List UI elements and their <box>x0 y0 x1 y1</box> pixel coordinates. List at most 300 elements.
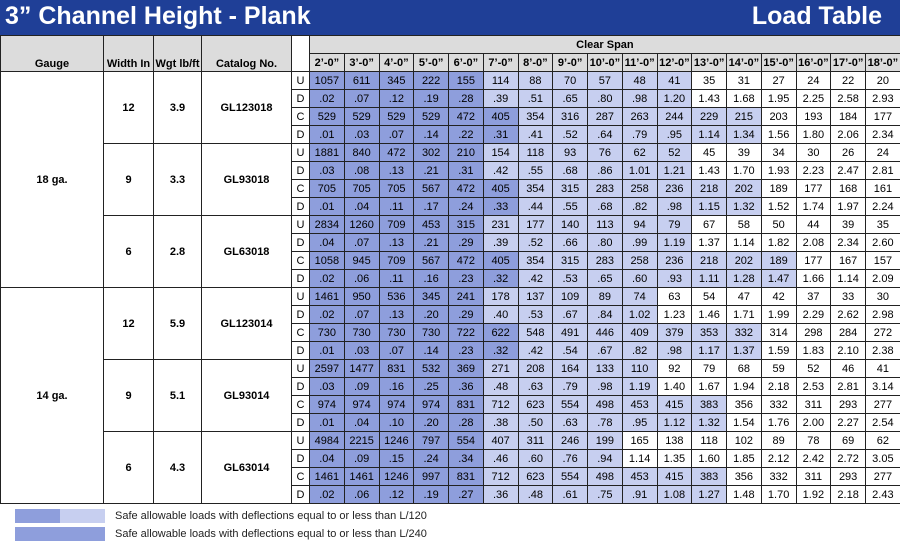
load-value-cell: 974 <box>379 396 414 414</box>
load-value-cell: .07 <box>344 306 379 324</box>
load-value-cell: 1.46 <box>692 306 727 324</box>
row-type-cell: C <box>292 396 310 414</box>
load-value-cell: 41 <box>866 360 900 378</box>
load-value-cell: 59 <box>761 360 796 378</box>
load-table <box>0 35 900 504</box>
load-value-cell: 114 <box>483 72 518 90</box>
load-value-cell: 2.81 <box>831 378 866 396</box>
load-value-cell: .63 <box>518 378 553 396</box>
load-value-cell: .03 <box>310 378 345 396</box>
load-value-cell: 316 <box>553 108 588 126</box>
catalog-cell: GL93014 <box>202 360 292 432</box>
load-value-cell: 2.54 <box>866 414 900 432</box>
load-value-cell: 730 <box>310 324 345 342</box>
load-value-cell: 567 <box>414 252 449 270</box>
weight-cell: 3.9 <box>154 72 202 144</box>
table-row <box>1 144 900 162</box>
load-value-cell: .36 <box>483 486 518 504</box>
load-value-cell: .06 <box>344 486 379 504</box>
load-value-cell: .13 <box>379 306 414 324</box>
row-type-cell: D <box>292 414 310 432</box>
span-header: 13’-0” <box>692 54 727 72</box>
load-value-cell: .86 <box>588 162 623 180</box>
load-value-cell: 2.47 <box>831 162 866 180</box>
load-value-cell: 314 <box>761 324 796 342</box>
load-value-cell: 831 <box>449 468 484 486</box>
load-value-cell: .84 <box>588 306 623 324</box>
load-value-cell: .55 <box>553 198 588 216</box>
load-value-cell: 184 <box>831 108 866 126</box>
load-value-cell: 332 <box>761 396 796 414</box>
load-value-cell: 177 <box>796 180 831 198</box>
catalog-cell: GL63018 <box>202 216 292 288</box>
row-type-cell: U <box>292 360 310 378</box>
load-value-cell: 730 <box>344 324 379 342</box>
load-value-cell: 2.43 <box>866 486 900 504</box>
load-value-cell: 1.47 <box>761 270 796 288</box>
weight-cell: 5.9 <box>154 288 202 360</box>
load-value-cell: 236 <box>657 180 692 198</box>
load-value-cell: 1.19 <box>657 234 692 252</box>
width-cell: 6 <box>104 216 154 288</box>
load-value-cell: 79 <box>692 360 727 378</box>
load-value-cell: 446 <box>588 324 623 342</box>
load-value-cell: 2834 <box>310 216 345 234</box>
load-value-cell: 44 <box>796 216 831 234</box>
load-value-cell: 1.66 <box>796 270 831 288</box>
row-type-cell: D <box>292 90 310 108</box>
load-value-cell: .66 <box>553 234 588 252</box>
load-value-cell: .36 <box>449 378 484 396</box>
load-value-cell: 35 <box>692 72 727 90</box>
load-value-cell: 277 <box>866 396 900 414</box>
gauge-cell: 14 ga. <box>1 288 104 504</box>
page-subtitle: Load Table <box>751 2 882 30</box>
load-value-cell: .31 <box>449 162 484 180</box>
load-value-cell: 1.60 <box>692 450 727 468</box>
load-value-cell: 1.94 <box>727 378 762 396</box>
legend-item-l240 <box>15 527 715 541</box>
width-cell: 12 <box>104 72 154 144</box>
load-value-cell: .21 <box>414 162 449 180</box>
load-value-cell: 1.37 <box>692 234 727 252</box>
load-value-cell: 70 <box>553 72 588 90</box>
row-type-cell: D <box>292 126 310 144</box>
load-value-cell: .07 <box>344 234 379 252</box>
load-value-cell: 1461 <box>344 468 379 486</box>
load-value-cell: .29 <box>449 306 484 324</box>
load-value-cell: 42 <box>761 288 796 306</box>
load-value-cell: .40 <box>483 306 518 324</box>
load-value-cell: 1.14 <box>831 270 866 288</box>
load-value-cell: 1.08 <box>657 486 692 504</box>
load-value-cell: .95 <box>622 414 657 432</box>
load-value-cell: 1.93 <box>761 162 796 180</box>
load-value-cell: 1.54 <box>727 414 762 432</box>
load-value-cell: 2.72 <box>831 450 866 468</box>
load-value-cell: 405 <box>483 108 518 126</box>
load-value-cell: .68 <box>553 162 588 180</box>
load-value-cell: 277 <box>866 468 900 486</box>
title-bar <box>0 0 900 35</box>
span-header: 4’-0” <box>379 54 414 72</box>
load-value-cell: 161 <box>866 180 900 198</box>
load-value-cell: 229 <box>692 108 727 126</box>
load-value-cell: .01 <box>310 342 345 360</box>
width-cell: 6 <box>104 432 154 504</box>
row-type-cell: D <box>292 198 310 216</box>
load-value-cell: 1.52 <box>761 198 796 216</box>
load-value-cell: 554 <box>553 396 588 414</box>
load-value-cell: 311 <box>796 396 831 414</box>
load-value-cell: .03 <box>310 162 345 180</box>
load-value-cell: .19 <box>414 90 449 108</box>
load-value-cell: 1.99 <box>761 306 796 324</box>
span-header: 2’-0” <box>310 54 345 72</box>
type-header <box>292 36 310 72</box>
load-value-cell: 189 <box>761 180 796 198</box>
clear-span-header: Clear Span <box>310 36 900 54</box>
load-value-cell: 1.11 <box>692 270 727 288</box>
row-type-cell: D <box>292 450 310 468</box>
load-value-cell: .01 <box>310 126 345 144</box>
load-value-cell: 2.09 <box>866 270 900 288</box>
load-value-cell: .13 <box>379 162 414 180</box>
load-value-cell: 1461 <box>310 288 345 306</box>
load-value-cell: 137 <box>518 288 553 306</box>
load-value-cell: .32 <box>483 270 518 288</box>
load-value-cell: 283 <box>588 180 623 198</box>
load-value-cell: .99 <box>622 234 657 252</box>
load-value-cell: .15 <box>379 450 414 468</box>
load-value-cell: 997 <box>414 468 449 486</box>
load-value-cell: 2597 <box>310 360 345 378</box>
load-value-cell: 554 <box>449 432 484 450</box>
load-value-cell: .03 <box>344 126 379 144</box>
load-value-cell: 1.83 <box>796 342 831 360</box>
load-value-cell: .76 <box>553 450 588 468</box>
load-value-cell: 1.20 <box>657 90 692 108</box>
load-value-cell: .52 <box>553 126 588 144</box>
load-value-cell: 1.32 <box>692 414 727 432</box>
load-value-cell: 354 <box>518 108 553 126</box>
load-value-cell: 231 <box>483 216 518 234</box>
load-value-cell: 189 <box>761 252 796 270</box>
load-table-body <box>1 72 900 504</box>
span-header: 10’-0” <box>588 54 623 72</box>
load-value-cell: 1.40 <box>657 378 692 396</box>
load-value-cell: 302 <box>414 144 449 162</box>
load-value-cell: .44 <box>518 198 553 216</box>
load-value-cell: 1.74 <box>796 198 831 216</box>
load-value-cell: .01 <box>310 198 345 216</box>
legend-label-l120: Safe allowable loads with deflections equal to or less than L/120 <box>115 510 427 522</box>
load-value-cell: .04 <box>344 198 379 216</box>
load-value-cell: 623 <box>518 396 553 414</box>
load-value-cell: 2.00 <box>796 414 831 432</box>
load-value-cell: .82 <box>622 342 657 360</box>
load-value-cell: 54 <box>692 288 727 306</box>
load-value-cell: 89 <box>761 432 796 450</box>
load-value-cell: 356 <box>727 468 762 486</box>
load-value-cell: 409 <box>622 324 657 342</box>
load-value-cell: 1.68 <box>727 90 762 108</box>
span-header: 15’-0” <box>761 54 796 72</box>
load-value-cell: .32 <box>483 342 518 360</box>
load-value-cell: 155 <box>449 72 484 90</box>
load-value-cell: 157 <box>866 252 900 270</box>
load-value-cell: 730 <box>379 324 414 342</box>
catalog-cell: GL123014 <box>202 288 292 360</box>
load-value-cell: 165 <box>622 432 657 450</box>
load-value-cell: 529 <box>414 108 449 126</box>
load-value-cell: 453 <box>622 468 657 486</box>
load-value-cell: 1.32 <box>727 198 762 216</box>
load-value-cell: 109 <box>553 288 588 306</box>
load-value-cell: .14 <box>414 342 449 360</box>
load-value-cell: 1.67 <box>692 378 727 396</box>
load-value-cell: 244 <box>657 108 692 126</box>
load-value-cell: 30 <box>866 288 900 306</box>
load-value-cell: .48 <box>483 378 518 396</box>
load-value-cell: 705 <box>344 180 379 198</box>
load-value-cell: .53 <box>553 270 588 288</box>
load-value-cell: 1.37 <box>727 342 762 360</box>
load-value-cell: 529 <box>344 108 379 126</box>
load-value-cell: 202 <box>727 252 762 270</box>
load-value-cell: 1.80 <box>796 126 831 144</box>
load-value-cell: .22 <box>449 126 484 144</box>
legend-label-l240: Safe allowable loads with deflections equal to or less than L/240 <box>115 528 427 540</box>
load-value-cell: .14 <box>414 126 449 144</box>
load-value-cell: 39 <box>727 144 762 162</box>
load-value-cell: .38 <box>483 414 518 432</box>
load-value-cell: 35 <box>866 216 900 234</box>
row-type-cell: D <box>292 378 310 396</box>
span-header: 16’-0” <box>796 54 831 72</box>
row-type-cell: U <box>292 216 310 234</box>
load-value-cell: 58 <box>727 216 762 234</box>
load-value-cell: .78 <box>588 414 623 432</box>
width-cell: 9 <box>104 360 154 432</box>
load-value-cell: 177 <box>796 252 831 270</box>
load-value-cell: 4984 <box>310 432 345 450</box>
catalog-header: Catalog No. <box>202 36 292 72</box>
load-value-cell: 258 <box>622 180 657 198</box>
load-value-cell: 1246 <box>379 432 414 450</box>
load-value-cell: .20 <box>414 306 449 324</box>
load-value-cell: .65 <box>588 270 623 288</box>
load-value-cell: 1.02 <box>622 306 657 324</box>
load-value-cell: 218 <box>692 252 727 270</box>
weight-header: Wgt lb/ft <box>154 36 202 72</box>
load-value-cell: 1.14 <box>692 126 727 144</box>
load-value-cell: 472 <box>449 108 484 126</box>
gauge-header: Gauge <box>1 36 104 72</box>
load-value-cell: 1.27 <box>692 486 727 504</box>
span-header: 18’-0” <box>866 54 900 72</box>
load-value-cell: 287 <box>588 108 623 126</box>
load-value-cell: 498 <box>588 468 623 486</box>
load-value-cell: 730 <box>414 324 449 342</box>
load-value-cell: 138 <box>657 432 692 450</box>
span-header: 3’-0” <box>344 54 379 72</box>
legend-swatch-dark <box>15 509 60 523</box>
load-value-cell: 354 <box>518 180 553 198</box>
load-value-cell: .65 <box>553 90 588 108</box>
load-value-cell: 1.92 <box>796 486 831 504</box>
row-type-cell: D <box>292 306 310 324</box>
load-value-cell: 24 <box>866 144 900 162</box>
load-value-cell: 94 <box>622 216 657 234</box>
load-value-cell: 74 <box>622 288 657 306</box>
load-value-cell: 2.93 <box>866 90 900 108</box>
load-value-cell: 63 <box>657 288 692 306</box>
load-value-cell: 164 <box>553 360 588 378</box>
load-value-cell: 34 <box>761 144 796 162</box>
load-value-cell: 133 <box>588 360 623 378</box>
load-value-cell: 52 <box>657 144 692 162</box>
weight-cell: 5.1 <box>154 360 202 432</box>
load-value-cell: .02 <box>310 90 345 108</box>
load-value-cell: 353 <box>692 324 727 342</box>
load-value-cell: 284 <box>831 324 866 342</box>
load-value-cell: .12 <box>379 90 414 108</box>
weight-cell: 4.3 <box>154 432 202 504</box>
load-value-cell: 1260 <box>344 216 379 234</box>
table-row <box>1 360 900 378</box>
load-value-cell: 193 <box>796 108 831 126</box>
load-value-cell: .04 <box>310 450 345 468</box>
load-value-cell: 2.60 <box>866 234 900 252</box>
load-value-cell: 415 <box>657 396 692 414</box>
load-value-cell: 62 <box>866 432 900 450</box>
load-value-cell: .21 <box>414 234 449 252</box>
load-value-cell: .28 <box>449 414 484 432</box>
load-value-cell: .01 <box>310 414 345 432</box>
load-value-cell: .28 <box>449 90 484 108</box>
load-value-cell: .93 <box>657 270 692 288</box>
load-value-cell: 215 <box>727 108 762 126</box>
load-value-cell: 1.71 <box>727 306 762 324</box>
load-value-cell: .27 <box>449 486 484 504</box>
load-value-cell: .41 <box>518 126 553 144</box>
load-value-cell: 1.59 <box>761 342 796 360</box>
load-value-cell: 1477 <box>344 360 379 378</box>
width-cell: 9 <box>104 144 154 216</box>
load-value-cell: 1.15 <box>692 198 727 216</box>
load-value-cell: 2.24 <box>866 198 900 216</box>
load-value-cell: .42 <box>518 270 553 288</box>
load-value-cell: 37 <box>796 288 831 306</box>
row-type-cell: D <box>292 270 310 288</box>
load-value-cell: 405 <box>483 252 518 270</box>
load-value-cell: 1.28 <box>727 270 762 288</box>
load-value-cell: .53 <box>518 306 553 324</box>
load-value-cell: .98 <box>657 198 692 216</box>
span-header: 8’-0” <box>518 54 553 72</box>
table-row <box>1 288 900 306</box>
load-value-cell: .67 <box>553 306 588 324</box>
table-row <box>1 432 900 450</box>
load-value-cell: .34 <box>449 450 484 468</box>
load-value-cell: 797 <box>414 432 449 450</box>
load-value-cell: .80 <box>588 90 623 108</box>
table-row <box>1 216 900 234</box>
load-value-cell: 379 <box>657 324 692 342</box>
load-value-cell: .20 <box>414 414 449 432</box>
load-value-cell: .64 <box>588 126 623 144</box>
load-value-cell: 1.34 <box>727 126 762 144</box>
load-value-cell: .60 <box>518 450 553 468</box>
load-value-cell: 263 <box>622 108 657 126</box>
load-value-cell: 415 <box>657 468 692 486</box>
load-value-cell: 218 <box>692 180 727 198</box>
load-value-cell: 2.58 <box>831 90 866 108</box>
load-value-cell: 1058 <box>310 252 345 270</box>
load-value-cell: 1.43 <box>692 90 727 108</box>
load-value-cell: 199 <box>588 432 623 450</box>
row-type-cell: U <box>292 72 310 90</box>
load-value-cell: 974 <box>414 396 449 414</box>
load-value-cell: .06 <box>344 270 379 288</box>
legend <box>0 500 900 547</box>
load-value-cell: 315 <box>449 216 484 234</box>
load-value-cell: .55 <box>518 162 553 180</box>
load-value-cell: 1.17 <box>692 342 727 360</box>
load-value-cell: .12 <box>379 486 414 504</box>
load-value-cell: 2.42 <box>796 450 831 468</box>
load-value-cell: 709 <box>379 216 414 234</box>
load-value-cell: 2.08 <box>796 234 831 252</box>
load-value-cell: 2.12 <box>761 450 796 468</box>
load-value-cell: 1.56 <box>761 126 796 144</box>
load-value-cell: 705 <box>379 180 414 198</box>
load-value-cell: 3.14 <box>866 378 900 396</box>
load-value-cell: 554 <box>553 468 588 486</box>
load-value-cell: 48 <box>622 72 657 90</box>
load-value-cell: 2.18 <box>831 486 866 504</box>
load-value-cell: 2.62 <box>831 306 866 324</box>
load-value-cell: .54 <box>553 342 588 360</box>
load-value-cell: 298 <box>796 324 831 342</box>
load-value-cell: 33 <box>831 288 866 306</box>
load-value-cell: 1.70 <box>761 486 796 504</box>
load-value-cell: .82 <box>622 198 657 216</box>
load-value-cell: 383 <box>692 468 727 486</box>
load-value-cell: 39 <box>831 216 866 234</box>
load-value-cell: 293 <box>831 396 866 414</box>
load-value-cell: 283 <box>588 252 623 270</box>
span-header: 6’-0” <box>449 54 484 72</box>
span-header: 17’-0” <box>831 54 866 72</box>
row-type-cell: C <box>292 180 310 198</box>
load-value-cell: 222 <box>414 72 449 90</box>
load-value-cell: 1.43 <box>692 162 727 180</box>
row-type-cell: U <box>292 432 310 450</box>
load-value-cell: 974 <box>310 396 345 414</box>
row-type-cell: D <box>292 162 310 180</box>
load-value-cell: 293 <box>831 468 866 486</box>
load-value-cell: 2.34 <box>866 126 900 144</box>
page-title: 3” Channel Height - Plank <box>5 2 311 30</box>
load-value-cell: .94 <box>588 450 623 468</box>
span-header: 9’-0” <box>553 54 588 72</box>
row-type-cell: D <box>292 234 310 252</box>
load-value-cell: .02 <box>310 306 345 324</box>
load-value-cell: .98 <box>657 342 692 360</box>
load-value-cell: 622 <box>483 324 518 342</box>
